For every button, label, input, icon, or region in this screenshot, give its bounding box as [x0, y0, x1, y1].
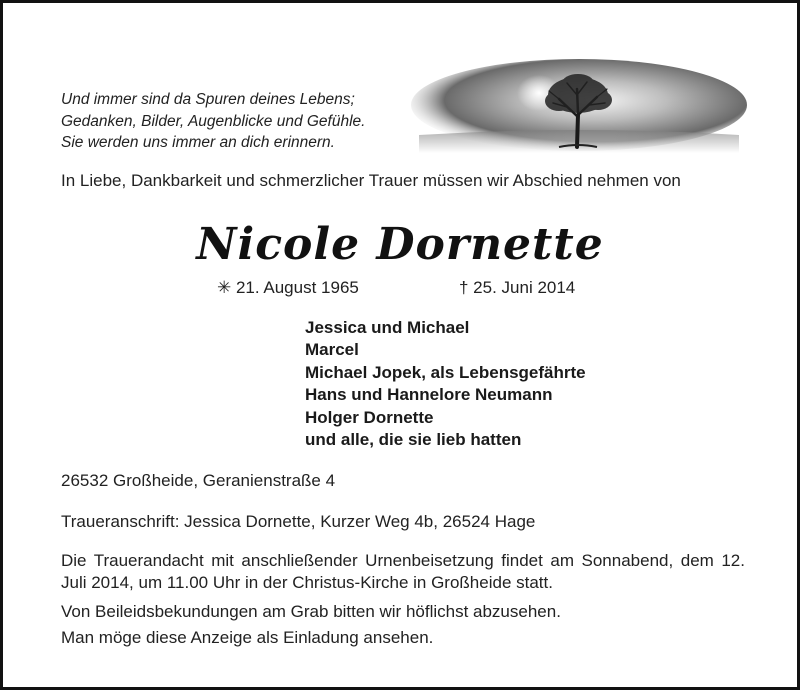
- mourner: Michael Jopek, als Lebensgefährte: [305, 362, 586, 382]
- service-info: Die Trauerandacht mit anschließender Urnenbeisetzung findet am Sonnabend, dem 12. Juli 2014, um 11.00 Uhr in der Christus-Kirche in Großheide statt.: [61, 551, 745, 592]
- death-date: † 25. Juni 2014: [459, 278, 576, 297]
- mourner: Holger Dornette: [305, 407, 434, 427]
- mourning-address: Traueranschrift: Jessica Dornette, Kurzer Weg 4b, 26524 Hage: [61, 512, 536, 531]
- birth-date: ✳ 21. August 1965: [217, 278, 359, 297]
- mourner: Hans und Hannelore Neumann: [305, 385, 553, 405]
- mourners-list: [305, 317, 586, 451]
- condolence-note: Von Beileidsbekundungen am Grab bitten wir höflichst abzusehen.: [61, 602, 561, 621]
- mourner: Jessica und Michael: [305, 318, 470, 337]
- poem-line: Und immer sind da Spuren deines Lebens;: [61, 91, 355, 108]
- mourner: und alle, die sie lieb hatten: [305, 430, 522, 450]
- poem-line: Gedanken, Bilder, Augenblicke und Gefühle.: [61, 112, 366, 130]
- intro-text: In Liebe, Dankbarkeit und schmerzlicher Trauer müssen wir Abschied nehmen von: [61, 171, 681, 190]
- home-address: 26532 Großheide, Geranienstraße 4: [61, 471, 336, 490]
- lone-tree-landscape-icon: [409, 55, 747, 153]
- deceased-name: Nicole Dornette: [196, 219, 604, 270]
- poem-line: Sie werden uns immer an dich erinnern.: [61, 134, 335, 151]
- invitation-note: Man möge diese Anzeige als Einladung ansehen.: [61, 628, 434, 647]
- mourner: Marcel: [305, 340, 359, 360]
- poem: [61, 89, 365, 154]
